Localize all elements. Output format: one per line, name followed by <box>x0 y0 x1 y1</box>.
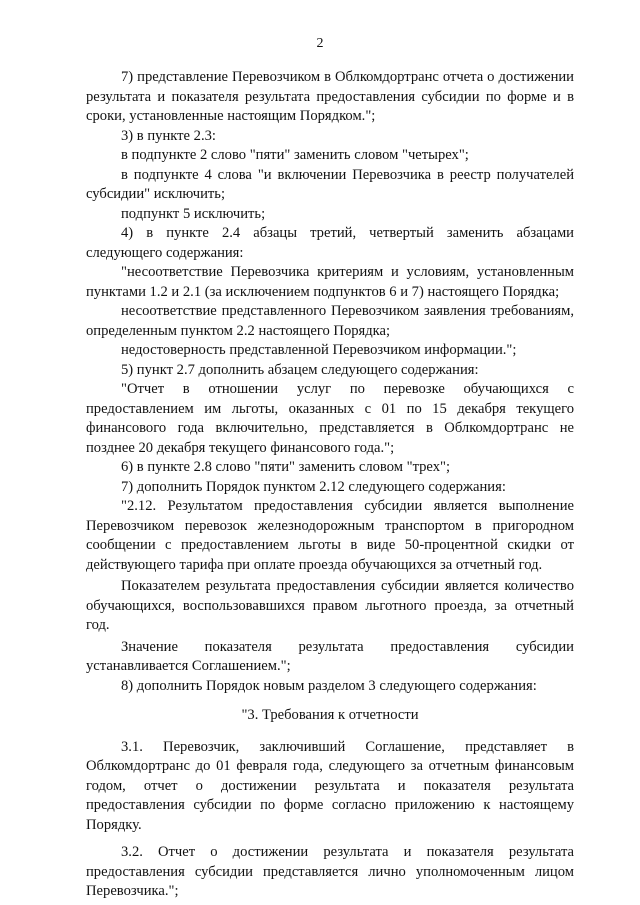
section-paragraph: 3.2. Отчет о достижении результата и показателя результата предоставления субсидии представляется лично уполномоченным лицом Перевозчика."; <box>86 844 574 899</box>
paragraph: 7) дополнить Порядок пунктом 2.12 следующего содержания: <box>121 478 506 495</box>
document-body <box>86 68 574 902</box>
page-number: 2 <box>316 36 324 51</box>
paragraph: 4) в пункте 2.4 абзацы третий, четвертый заменить абзацами следующего содержания: <box>86 225 574 261</box>
paragraph: в подпункте 2 слово "пяти" заменить словом "четырех"; <box>121 147 469 163</box>
paragraph: в подпункте 4 слова "и включении Перевозчика в реестр получателей субсидии" исключить; <box>86 166 574 202</box>
paragraph: 5) пункт 2.7 дополнить абзацем следующего содержания: <box>121 361 479 378</box>
paragraph: Показателем результата предоставления субсидии является количество обучающихся, воспользовавшихся правом льготного проезда, за отчетный год. <box>86 578 574 633</box>
paragraph: "несоответствие Перевозчика критериям и условиям, установленным пунктами 1.2 и 2.1 (за исключением подпунктов 6 и 7) настоящего Порядка; <box>86 264 574 300</box>
paragraph: "2.12. Результатом предоставления субсидии является выполнение Перевозчиком перевозок железнодорожным транспортом в пригородном сообщении с предоставлением льготы в виде 50-процентной скидки от действующего тарифа при оплате проезда обучающихся за отчетный год. <box>86 498 574 573</box>
paragraph: 7) представление Перевозчиком в Облкомдортранс отчета о достижении результата и показателя результата предоставления субсидии по форме и в сроки, установленные настоящим Порядком."; <box>86 69 574 124</box>
paragraph: несоответствие представленного Перевозчиком заявления требованиям, определенным пунктом 2.2 настоящего Порядка; <box>86 303 574 339</box>
paragraph: недостоверность представленной Перевозчиком информации."; <box>121 342 517 358</box>
paragraph: Значение показателя результата предоставления субсидии устанавливается Соглашением."; <box>86 638 574 674</box>
section-paragraph: 3.1. Перевозчик, заключивший Соглашение, представляет в Облкомдортранс до 01 февраля года, следующего за отчетным финансовым годом, отчет о достижении результата и показателя результата предоставления субсидии по форме согласно приложению к настоящему Порядку. <box>86 738 574 833</box>
section-heading: "3. Требования к отчетности <box>241 707 419 723</box>
paragraph: "Отчет в отношении услуг по перевозке обучающихся с предоставлением им льготы, оказанных с 01 по 15 декабря текущего финансового года включительно, представляется в Облкомдортранс не позднее 20 декабря текущего финансового года."; <box>86 381 574 456</box>
paragraph: 3) в пункте 2.3: <box>121 127 216 144</box>
paragraph: 8) дополнить Порядок новым разделом 3 следующего содержания: <box>121 677 537 694</box>
paragraph: подпункт 5 исключить; <box>121 205 266 222</box>
paragraph: 6) в пункте 2.8 слово "пяти" заменить словом "трех"; <box>121 459 451 475</box>
